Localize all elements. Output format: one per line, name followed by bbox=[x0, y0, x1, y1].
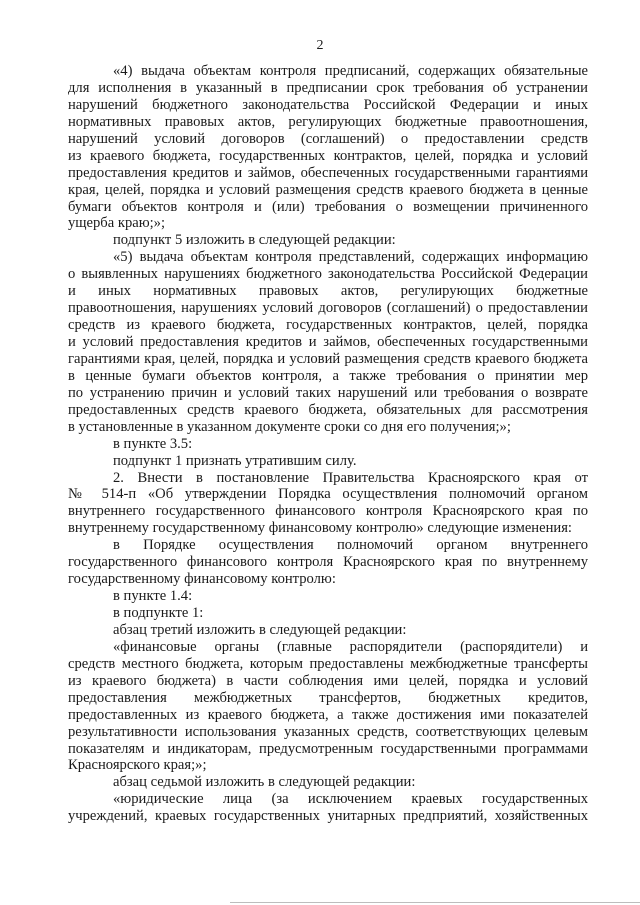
text-line: в подпункте 1: bbox=[113, 605, 204, 621]
text-line: «4) выдача объектам контроля предписаний, содержащих обязательные bbox=[113, 63, 588, 79]
text-line: результативности использования указанных средств, соответствующих целевым bbox=[68, 723, 588, 740]
page-number: 2 bbox=[316, 38, 324, 53]
text-line: государственного финансового контроля Красноярского края по внутреннему bbox=[68, 554, 588, 571]
text-line: края, целей, порядка и условий размещения средств краевого бюджета в ценные bbox=[68, 181, 588, 198]
text-line: нарушений бюджетного законодательства Российской Федерации и иных bbox=[68, 96, 588, 113]
text-line: в установленные в указанном документе сроки со дня его получения;»; bbox=[68, 418, 511, 435]
text-line: показателям и индикаторам, предусмотренным государственными программами bbox=[68, 740, 588, 757]
text-line: правоотношения, нарушениях условий договоров (соглашений) о предоставлении bbox=[68, 300, 588, 317]
text-line: абзац третий изложить в следующей редакции: bbox=[113, 621, 407, 638]
text-line: нарушений условий договоров (соглашений) о предоставлении средств bbox=[68, 130, 588, 147]
text-line: о выявленных нарушениях бюджетного законодательства Российской Федерации bbox=[68, 266, 588, 283]
text-line: государственному финансовому контролю: bbox=[68, 571, 336, 588]
text-line: в Порядке осуществления полномочий органом внутреннего bbox=[113, 537, 588, 554]
text-line: внутреннему государственному финансовому контролю» следующие изменения: bbox=[68, 520, 572, 537]
text-line: для исполнения в указанный в предписании срок требования об устранении bbox=[68, 79, 588, 96]
text-line: предоставления межбюджетных трансфертов, бюджетных кредитов, bbox=[68, 689, 588, 706]
text-line: и иных нормативных правовых актов, регулирующих бюджетные bbox=[68, 283, 588, 300]
text-line: «юридические лица (за исключением краевых государственных bbox=[113, 791, 588, 808]
text-line: внутреннего государственного финансового контроля Красноярского края по bbox=[68, 503, 588, 520]
text-line: в ценные бумаги объектов контроля, а также требования о принятии мер bbox=[68, 367, 588, 384]
text-line: гарантиями края, целей, порядка и условий размещения средств краевого бюджета bbox=[68, 350, 588, 367]
text-line: Красноярского края;»; bbox=[68, 757, 207, 774]
text-line: нормативных правовых актов, регулирующих бюджетные правоотношения, bbox=[68, 113, 588, 130]
text-line: из краевого бюджета) в части соблюдения ими целей, порядка и условий bbox=[68, 672, 588, 689]
text-line: подпункт 1 признать утратившим силу. bbox=[113, 452, 357, 469]
text-line: из краевого бюджета, государственных контрактов, целей, порядка и условий bbox=[68, 147, 588, 164]
text-line: учреждений, краевых государственных унитарных предприятий, хозяйственных bbox=[68, 808, 588, 825]
text-line: подпункт 5 изложить в следующей редакции: bbox=[113, 232, 396, 249]
text-line: бумаги объектов контроля и (или) требования о возмещении причиненного bbox=[68, 198, 588, 215]
text-line: по устранению причин и условий таких нарушений или требования о возврате bbox=[68, 384, 588, 401]
scan-edge-line bbox=[230, 902, 640, 903]
text-line: «финансовые органы (главные распорядители (распорядители) и bbox=[113, 638, 588, 655]
text-line: в пункте 3.5: bbox=[113, 435, 193, 452]
text-line: и условий предоставления кредитов и займов, обеспеченных государственными bbox=[68, 334, 588, 350]
text-line: средств из краевого бюджета, государственных контрактов, целей, порядка bbox=[68, 317, 588, 334]
text-line: «5) выдача объектам контроля представлений, содержащих информацию bbox=[113, 249, 588, 266]
text-line: ущерба краю;»; bbox=[68, 215, 166, 232]
document-body bbox=[68, 63, 588, 825]
text-line: № 514-п «Об утверждении Порядка осуществления полномочий органом bbox=[68, 486, 588, 503]
text-line: средств местного бюджета, которым предоставлены межбюджетные трансферты bbox=[68, 655, 588, 672]
text-line: абзац седьмой изложить в следующей редакции: bbox=[113, 774, 416, 791]
text-line: предоставленных средств краевого бюджета, обязательных для рассмотрения bbox=[68, 401, 588, 418]
text-line: предоставленных из краевого бюджета, а также достижения ими показателей bbox=[68, 706, 588, 723]
text-line: предоставления кредитов и займов, обеспеченных государственными гарантиями bbox=[68, 164, 588, 181]
text-line: 2. Внести в постановление Правительства Красноярского края от bbox=[113, 469, 588, 486]
text-line: в пункте 1.4: bbox=[113, 588, 193, 605]
